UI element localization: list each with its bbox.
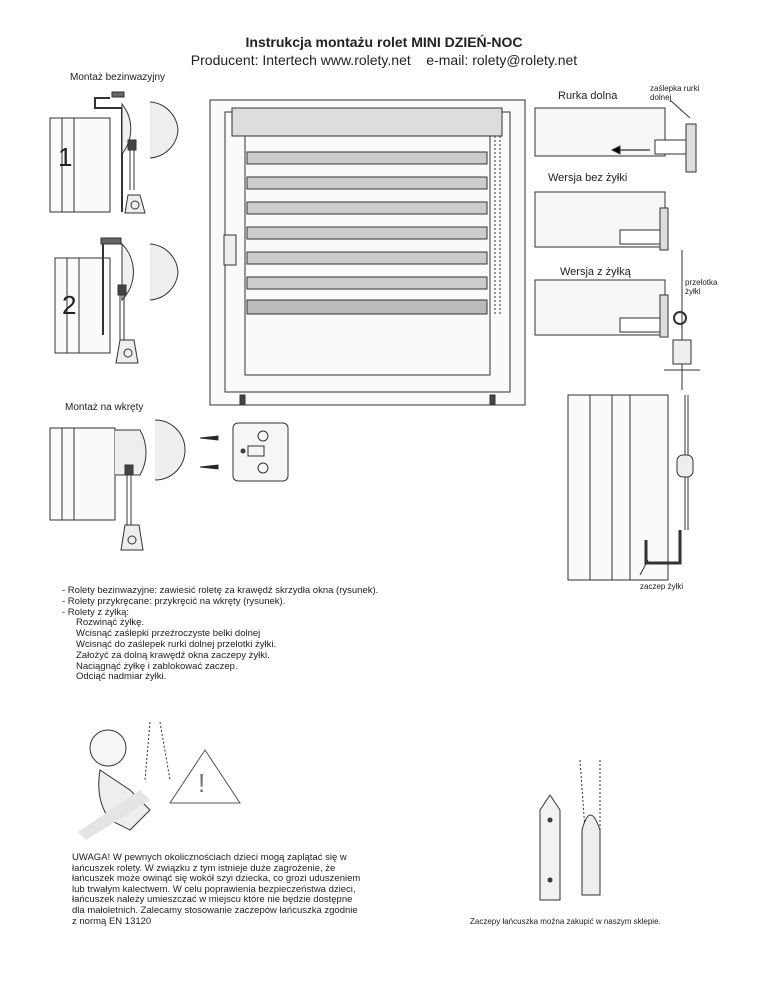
label-przelotka-zylki: przelotka żyłki [685, 278, 718, 296]
warning-line: lub trwałym kalectwem. W celu poprawienia bezpieczeństwa dzieci, [72, 883, 356, 895]
no-line-version-drawing [535, 192, 668, 250]
bottom-tube-drawing [535, 100, 696, 172]
label-zaczepy-info: Zaczepy łańcuszka można zakupić w naszym sklepie. [470, 917, 661, 926]
instruction-line: Wcisnąć do zaślepek rurki dolnej przelotki żyłki. [76, 638, 277, 650]
instruction-line: Rozwinąć żyłkę. [76, 617, 145, 629]
label-zaslepka-rurki-dolnej: zaślepka rurki dolnej [650, 84, 700, 102]
label-zaczep-zylki: zaczep żyłki [640, 582, 684, 591]
window-drawing [210, 100, 525, 405]
warning-line: UWAGA! W pewnych okolicznościach dzieci mogą zaplątać się w [72, 852, 347, 863]
line-hook-drawing [568, 395, 693, 580]
instruction-line: Naciągnąć żyłkę i zablokować zaczep. [76, 660, 238, 672]
label-montaz-na-wkrety: Montaż na wkręty [65, 402, 144, 413]
page-title: Instrukcja montażu rolet MINI DZIEŃ-NOC [245, 34, 523, 50]
label-wersja-bez-zylki: Wersja bez żyłki [548, 172, 628, 184]
instruction-line: Założyć za dolną krawędź okna zaczepy żyłki. [76, 649, 270, 661]
instruction-line: - Rolety bezinwazyjne: zawiesić roletę za krawędź skrzydła okna (rysunek). [62, 585, 379, 596]
warning-line: z normą EN 13120 [72, 915, 152, 927]
child-warning-drawing [78, 722, 240, 840]
instruction-line: - Rolety z żyłką: [62, 606, 130, 618]
warning-line: łańcuszek należy umieszczać w miejscu które nie będzie dostępne [72, 894, 353, 906]
step-number-1: 1 [58, 142, 73, 172]
warning-line: dla małoletnich. Zalecamy stosowanie zaczepów łańcuszka zgodnie [72, 904, 358, 916]
chain-hook-drawing [540, 760, 600, 900]
bracket-drawing-screws [50, 420, 288, 550]
instruction-line: - Rolety przykręcane: przykręcić na wkręty (rysunek). [62, 595, 286, 607]
instruction-line: Odciąć nadmiar żyłki. [76, 671, 167, 683]
instructions-list [62, 586, 378, 683]
page-subtitle: Producent: Intertech www.rolety.net e-mail: rolety@rolety.net [190, 52, 578, 68]
warning-line: łańcuszek może owinąć się wokół szyi dziecka, co grozi uduszeniem [72, 873, 361, 885]
warning-text [72, 853, 402, 927]
step-number-2: 2 [62, 290, 77, 320]
label-montaz-bezinwazyjny: Montaż bezinwazyjny [70, 72, 166, 83]
warning-line: łańcuszek rolety. W związku z tym istnieje duże zagrożenie, że [72, 862, 336, 874]
label-rurka-dolna: Rurka dolna [558, 90, 618, 102]
label-wersja-z-zylka: Wersja z żyłką [560, 266, 631, 278]
instruction-line: Wcisnąć zaślepki przeźroczyste belki dolnej [76, 628, 261, 640]
warning-triangle-icon: ! [198, 768, 206, 798]
